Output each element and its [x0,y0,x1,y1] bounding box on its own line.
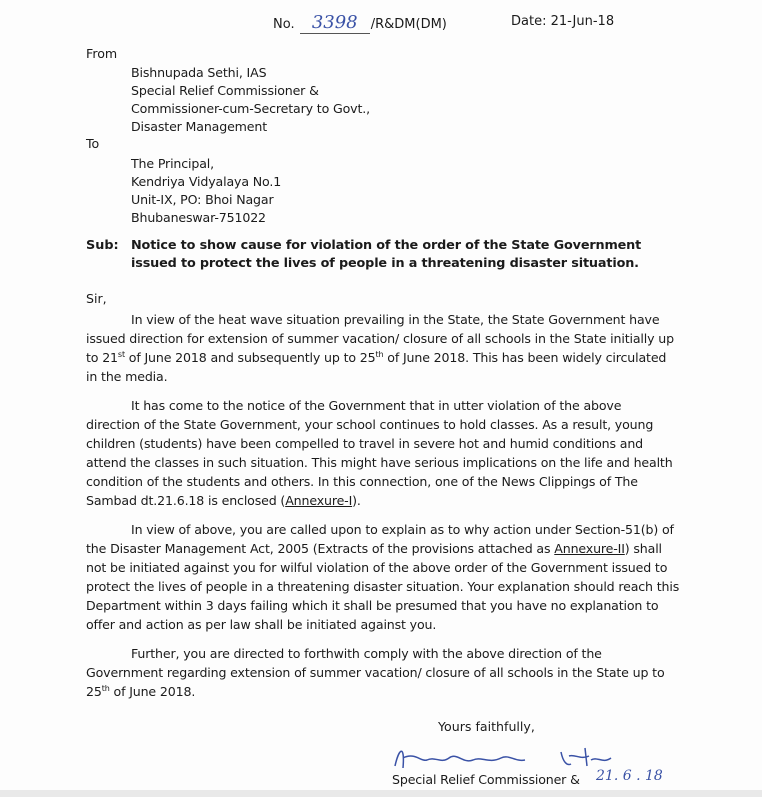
from-line: Disaster Management [131,119,268,134]
paragraph-line [86,350,666,365]
paragraph-line: issued direction for extension of summer vacation/ closure of all schools in the State initially up [86,331,674,346]
paragraph-line [86,684,195,699]
from-line: Commissioner-cum-Secretary to Govt., [131,101,370,116]
from-line: Bishnupada Sethi, IAS [131,65,267,80]
designation: Special Relief Commissioner & [392,772,580,787]
text-segment: of June 2018. This has been widely circulated [383,350,667,365]
signature-date: 21. 6 . 18 [596,768,663,784]
superscript: th [101,683,110,693]
number-suffix: /R&DM(DM) [370,17,447,32]
handwritten-number: 3398 [300,12,370,34]
paragraph-line: Further, you are directed to forthwith comply with the above direction of the [131,646,602,661]
paragraph-line: It has come to the notice of the Government that in utter violation of the above [131,398,622,413]
subject-label: Sub: [86,238,119,253]
letter-number [273,12,447,34]
text-segment: the Disaster Management Act, 2005 (Extracts of the provisions attached as [86,541,555,556]
paragraph-line [86,541,662,556]
paragraph-line: not be initiated against you for wilful violation of the above order of the Government issued to [86,560,668,575]
paragraph-line: children (students) have been compelled to travel in severe hot and humid conditions and [86,436,643,451]
paragraph-line: condition of the students and others. In this connection, one of the News Clippings of The [86,474,638,489]
to-line: Unit-IX, PO: Bhoi Nagar [131,192,274,207]
paragraph-line [86,493,361,508]
subject-line: issued to protect the lives of people in a threatening disaster situation. [131,256,639,271]
text-segment: of June 2018. [109,684,196,699]
number-label: No. [273,17,295,32]
to-label: To [86,136,100,151]
superscript: th [375,349,384,359]
paragraph-line: attend the classes in such situation. This might have serious implications on the life and health [86,455,673,470]
yours-faithfully: Yours faithfully, [438,719,535,734]
text-segment: Sambad dt.21.6.18 is enclosed ( [86,493,286,508]
page-edge [0,790,762,797]
text-segment: ). [352,493,361,508]
paragraph-line: protect the lives of people in a threatening disaster situation. Your explanation should reach this [86,579,680,594]
paragraph-line: offer and action as per law shall be initiated against you. [86,617,437,632]
paragraph-line: Government regarding extension of summer vacation/ closure of all schools in the State up to [86,665,665,680]
paragraph-line: in the media. [86,369,168,384]
superscript: st [117,349,125,359]
text-segment: ) shall [624,541,662,556]
from-label: From [86,46,118,61]
salutation: Sir, [86,291,107,306]
text-segment: 25 [86,684,102,699]
paragraph-line: In view of the heat wave situation prevailing in the State, the State Government have [131,312,660,327]
to-line: Bhubaneswar-751022 [131,210,266,225]
paragraph-line: In view of above, you are called upon to explain as to why action under Section-51(b) of [131,522,674,537]
from-line: Special Relief Commissioner & [131,83,319,98]
to-line: Kendriya Vidyalaya No.1 [131,174,282,189]
paragraph-line: Department within 3 days failing which it shall be presumed that you have no explanation to [86,598,659,613]
paragraph-line: direction of the State Government, your school continues to hold classes. As a result, young [86,417,654,432]
text-segment: to 21 [86,350,118,365]
annexure-1-reference: Annexure-I [285,493,353,508]
to-line: The Principal, [131,156,214,171]
text-segment: of June 2018 and subsequently up to 25 [124,350,376,365]
annexure-2-reference: Annexure-II [554,541,625,556]
subject-line: Notice to show cause for violation of the order of the State Government [131,238,642,253]
letter-date: Date: 21-Jun-18 [511,14,615,29]
